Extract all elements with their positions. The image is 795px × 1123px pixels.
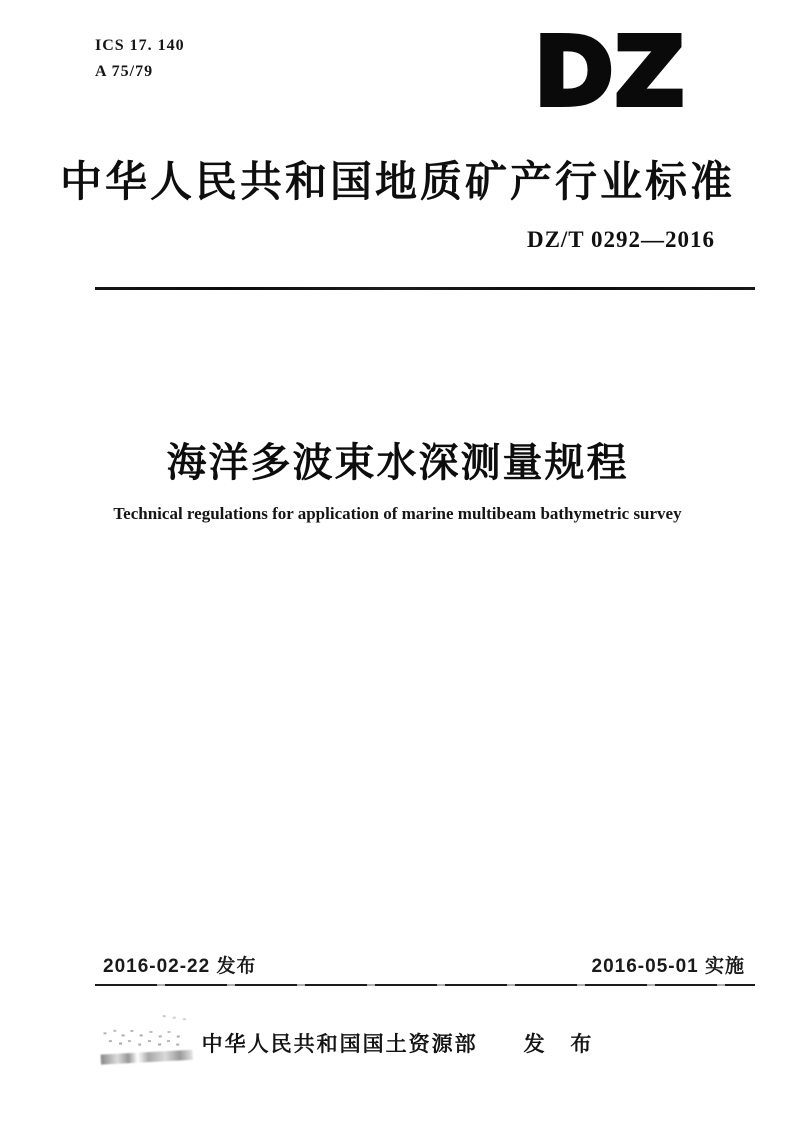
classification-code: A 75/79 (95, 63, 154, 80)
publish-action-label: 发 布 (523, 1033, 594, 1056)
release-date: 2016-02-22 发布 (103, 956, 257, 977)
publisher-row (0, 1028, 795, 1058)
dz-logo: DZ (534, 17, 686, 127)
footer-rule (95, 984, 755, 986)
header-rule (95, 287, 755, 290)
document-title-chinese: 海洋多波束水深测量规程 (166, 441, 629, 485)
standard-number: DZ/T 0292—2016 (526, 227, 715, 252)
publisher-name: 中华人民共和国国土资源部 (201, 1033, 478, 1056)
ics-classification-block (95, 33, 185, 85)
implementation-date: 2016-05-01 实施 (591, 956, 745, 977)
standard-category-title: 中华人民共和国地质矿产行业标准 (59, 158, 735, 205)
ics-code: ICS 17. 140 (95, 37, 185, 54)
document-title-english: Technical regulations for application of marine multibeam bathymetric survey (113, 504, 682, 523)
date-row (0, 951, 795, 978)
